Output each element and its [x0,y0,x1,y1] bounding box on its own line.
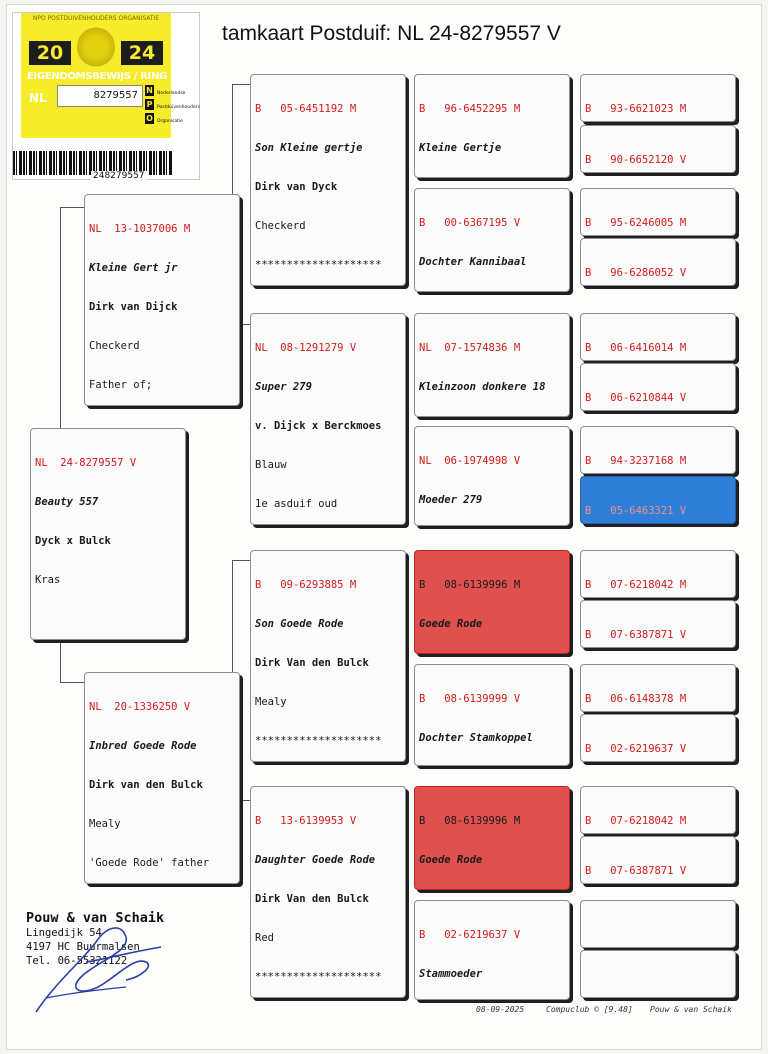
connector-line [408,560,409,672]
footer-software: Compuclub © [9.48] [546,1005,633,1014]
pigeon-name: Daughter Goede Rode [255,854,376,866]
breeder-name: Dyck x Bulck [35,535,111,547]
breeder-name: Dirk van Dyck [255,181,338,193]
pigeon-card-g4-14[interactable] [580,836,736,884]
owner-street: Lingedijk 54 [26,927,102,939]
breeder-name: v. Dijck x Berckmoes [255,420,382,432]
pigeon-card-dam-dam[interactable] [250,786,406,998]
card-line: Checkerd [255,220,306,232]
pigeon-name: Dochter Kannibaal [419,256,527,268]
pigeon-card-g4-8[interactable] [580,476,736,524]
ring-code: B 05-6451192 M [255,103,357,115]
pigeon-card-ssd[interactable] [414,188,570,292]
card-line: Mealy [255,696,287,708]
pigeon-card-dss[interactable] [414,550,570,654]
ring-code: B 94-3237168 M [585,455,687,467]
pigeon-card-sire[interactable] [84,194,240,406]
breeder-name: Dirk van den Bulck [89,779,203,791]
pigeon-name: Goede Rode [419,854,483,866]
ring-code: B 08-6139996 M [419,579,521,591]
pigeon-name: Beauty 557 [35,496,99,508]
card-line [35,613,181,626]
page-title: tamkaart Postduif: NL 24-8279557 V [222,22,561,45]
connector-line [408,800,409,912]
card-line: Mealy [89,818,121,830]
connector-line [60,207,84,208]
pigeon-name: Kleine Gertje [419,142,502,154]
ring-code: B 00-6367195 V [419,217,521,229]
ring-code: B 07-6387871 V [585,629,687,641]
ring-card [12,12,200,180]
pigeon-card-sire-sire[interactable] [250,74,406,286]
npo-text [157,87,200,129]
connector-line [408,324,409,436]
signature-icon [26,902,176,1020]
connector-line [60,682,84,683]
breeder-name: Dirk Van den Bulck [255,657,369,669]
pigeon-card-g4-2[interactable] [580,125,736,173]
ring-code: NL 08-1291279 V [255,342,357,354]
ring-eigendom: EIGENDOMSBEWIJS / RING [27,71,168,82]
card-line: Kras [35,574,61,586]
pigeon-name: Son Kleine gertje [255,142,363,154]
ring-code: B 08-6139999 V [419,693,521,705]
pigeon-card-g4-empty[interactable] [580,950,736,998]
pigeon-card-dsd[interactable] [414,664,570,766]
connector-line [232,560,250,561]
pigeon-emblem-icon [77,27,115,67]
ring-code: B 96-6452295 M [419,103,521,115]
ring-code: NL 07-1574836 M [419,342,521,354]
card-line: Father of; [89,379,153,391]
pigeon-card-g4-12[interactable] [580,714,736,762]
pigeon-card-g4-empty[interactable] [580,900,736,948]
pigeon-card-g4-7[interactable] [580,426,736,474]
ring-code: NL 13-1037006 M [89,223,191,235]
pigeon-card-g4-4[interactable] [580,238,736,286]
card-line: Red [255,932,274,944]
card-line: 'Goede Rode' father [89,857,210,869]
pigeon-name: Goede Rode [419,618,483,630]
ring-code: B 02-6219637 V [419,929,521,941]
ring-code: B 95-6246005 M [585,217,687,229]
pigeon-name: Super 279 [255,381,312,393]
pigeon-name: Moeder 279 [419,494,483,506]
pigeon-card-g4-9[interactable] [580,550,736,598]
owner-name: Pouw & van Schaik [26,910,165,926]
ring-yellow-panel [21,13,200,138]
pigeon-card-g4-3[interactable] [580,188,736,236]
pigeon-name: Kleinzoon donkere 18 [419,381,546,393]
pigeon-card-g4-6[interactable] [580,363,736,411]
npo-letter: P [146,100,153,109]
ring-code: NL 20-1336250 V [89,701,191,713]
card-line: Blauw [255,459,287,471]
pigeon-card-g4-1[interactable] [580,74,736,122]
npo-text-line: Nederlandse [157,91,186,96]
pigeon-card-sss[interactable] [414,74,570,178]
footer-date: 08-09-2025 [476,1005,525,1014]
pigeon-card-g4-10[interactable] [580,600,736,648]
connector-line [60,640,61,682]
ring-code: B 96-6286052 V [585,267,687,279]
breeder-name: Dirk Van den Bulck [255,893,369,905]
ring-year-right: 24 [121,41,163,65]
npo-text-line: Postduivenhouders [157,105,200,110]
ring-number: 8279557 [57,85,143,107]
pigeon-card-g4-13[interactable] [580,786,736,834]
ring-year-left: 20 [29,41,71,65]
ring-code: B 06-6210844 V [585,392,687,404]
pigeon-card-sds[interactable] [414,313,570,417]
ring-code: B 90-6652120 V [585,154,687,166]
ring-code: B 05-6463321 V [585,505,687,517]
pigeon-name: Kleine Gert jr [89,262,178,274]
pigeon-card-dam[interactable] [84,672,240,884]
pigeon-card-main[interactable] [30,428,186,640]
ring-code: B 07-6387871 V [585,865,687,877]
ring-code: B 06-6148378 M [585,693,687,705]
ring-code: NL 24-8279557 V [35,457,137,469]
card-line: Checkerd [89,340,140,352]
barcode-number: 248279557 [93,171,145,181]
pigeon-card-sdd[interactable] [414,426,570,526]
ring-code: B 07-6218042 M [585,579,687,591]
ring-code: B 06-6416014 M [585,342,687,354]
ring-code: B 09-6293885 M [255,579,357,591]
connector-line [232,84,250,85]
card-line: ******************** [255,259,382,271]
owner-city: 4197 HC Buurmalsen [26,941,140,953]
npo-letter: N [146,86,153,95]
pigeon-name: Inbred Goede Rode [89,740,197,752]
ring-code: B 07-6218042 M [585,815,687,827]
card-line: 1e asduif oud [255,498,338,510]
ring-code: B 02-6219637 V [585,743,687,755]
pigeon-name: Son Goede Rode [255,618,344,630]
breeder-name: Dirk van Dijck [89,301,178,313]
pigeon-card-g4-5[interactable] [580,313,736,361]
ring-header: NPO POSTDUIVENHOUDERS ORGANISATIE [32,15,160,22]
card-line: ******************** [255,735,382,747]
pigeon-card-dam-sire[interactable] [250,550,406,762]
ring-code: NL 06-1974998 V [419,455,521,467]
footer-owner: Pouw & van Schaik [650,1005,732,1014]
ring-code: B 08-6139996 M [419,815,521,827]
npo-letter: O [146,114,153,123]
connector-line [408,84,409,198]
pigeon-card-sire-dam[interactable] [250,313,406,525]
pigeon-name: Stammoeder [419,968,483,980]
pigeon-card-g4-11[interactable] [580,664,736,712]
pigeon-card-ddd[interactable] [414,900,570,1000]
ring-country: NL [29,91,47,105]
connector-line [60,207,61,429]
npo-text-line: Organisatie [157,119,183,124]
ring-code: B 13-6139953 V [255,815,357,827]
owner-phone: Tel. 06-55321122 [26,955,128,967]
pigeon-card-dds[interactable] [414,786,570,890]
npo-letters [145,85,155,127]
pigeon-name: Dochter Stamkoppel [419,732,533,744]
card-line: ******************** [255,971,382,983]
ring-code: B 93-6621023 M [585,103,687,115]
